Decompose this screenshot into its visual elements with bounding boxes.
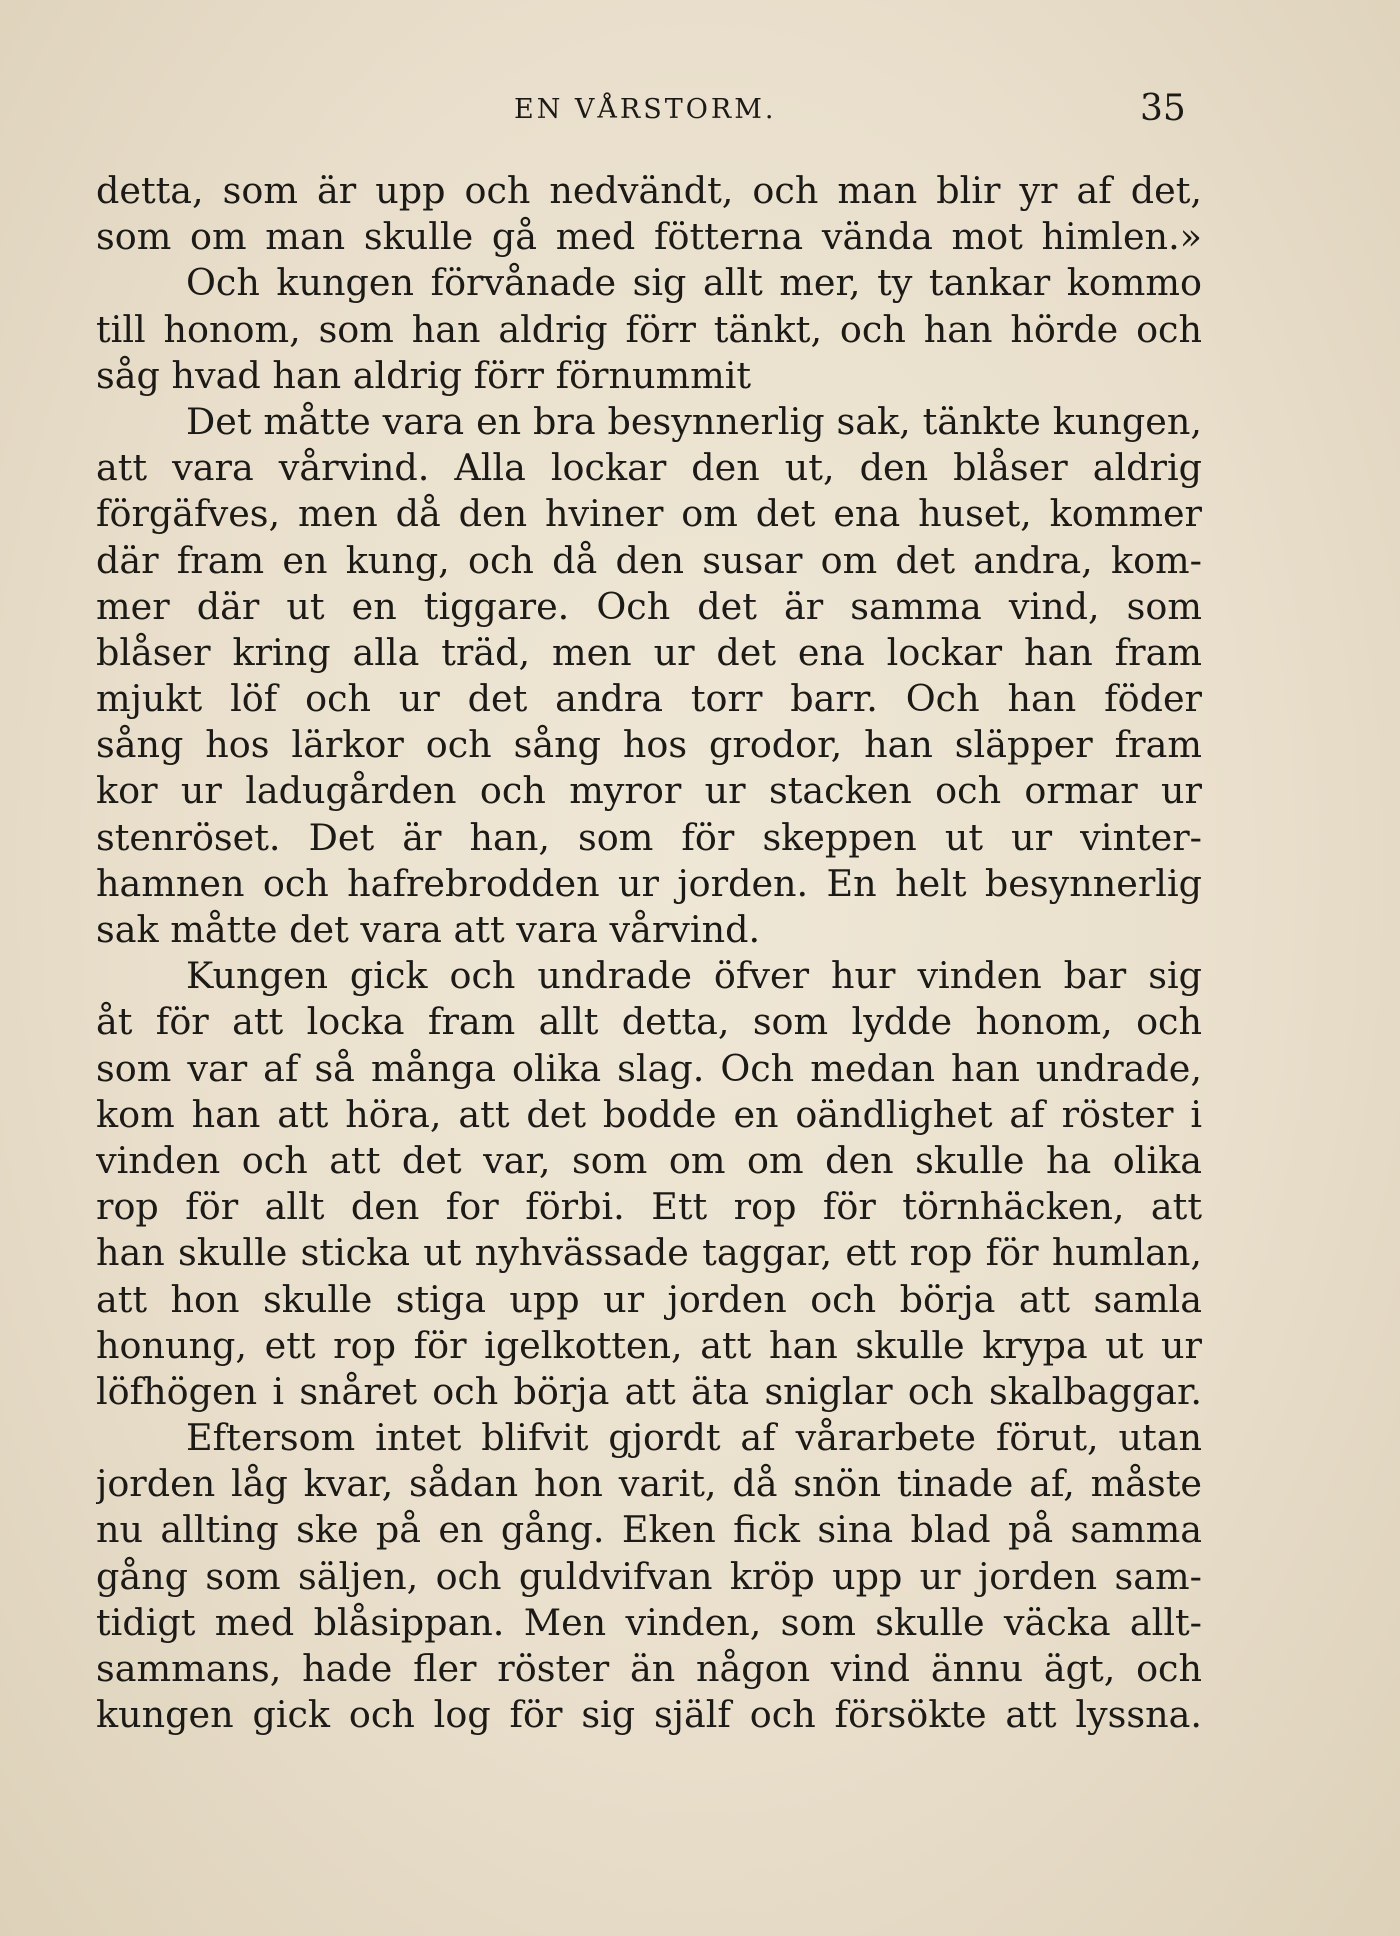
page-header	[0, 88, 1400, 128]
text-line: löfhögen i snåret och börja att äta sniglar och skalbaggar.	[96, 1369, 1202, 1413]
text-line: vinden och att det var, som om om den skulle ha olika	[96, 1138, 1202, 1182]
text-line: hamnen och hafrebrodden ur jorden. En helt besynnerlig	[96, 861, 1202, 905]
text-line: honung, ett rop för igelkotten, att han skulle krypa ut ur	[96, 1323, 1202, 1367]
text-line: kungen gick och log för sig själf och försökte att lyssna.	[96, 1693, 1202, 1737]
text-line: där fram en kung, och då den susar om det andra, kom-	[96, 538, 1202, 582]
text-line: såg hvad han aldrig förr förnummit	[96, 353, 752, 397]
page-number: 35	[1140, 88, 1186, 129]
body-text	[96, 168, 1202, 1738]
text-line: jorden låg kvar, sådan hon varit, då snön tinade af, måste	[96, 1462, 1202, 1506]
text-line: kor ur ladugården och myror ur stacken och ormar ur	[96, 769, 1202, 813]
text-line: som om man skulle gå med fötterna vända mot himlen.»	[96, 215, 1202, 259]
text-line: gång som säljen, och guldvifvan kröp upp ur jorden sam-	[96, 1554, 1202, 1598]
text-line: att vara vårvind. Alla lockar den ut, den blåser aldrig	[96, 446, 1202, 490]
text-line: Kungen gick och undrade öfver hur vinden bar sig	[186, 954, 1202, 998]
text-line: kom han att höra, att det bodde en oändlighet af röster i	[96, 1092, 1202, 1136]
text-line: Och kungen förvånade sig allt mer, ty tankar kommo	[186, 261, 1202, 305]
text-line: mjukt löf och ur det andra torr barr. Och han föder	[96, 677, 1202, 721]
text-line: sak måtte det vara att vara vårvind.	[96, 908, 761, 951]
text-line: blåser kring alla träd, men ur det ena lockar han fram	[96, 630, 1202, 674]
text-line: att hon skulle stiga upp ur jorden och börja att samla	[96, 1277, 1202, 1321]
text-line: tidigt med blåsippan. Men vinden, som skulle väcka allt-	[96, 1600, 1202, 1644]
text-line: stenröset. Det är han, som för skeppen ut ur vinter-	[96, 815, 1202, 859]
text-line: nu allting ske på en gång. Eken fick sina blad på samma	[96, 1508, 1202, 1552]
text-line: som var af så många olika slag. Och medan han undrade,	[96, 1046, 1202, 1090]
text-line: förgäfves, men då den hviner om det ena huset, kommer	[96, 492, 1202, 536]
text-line: till honom, som han aldrig förr tänkt, och han hörde och	[96, 307, 1202, 351]
text-line: detta, som är upp och nedvändt, och man blir yr af det,	[96, 169, 1202, 212]
text-line: han skulle sticka ut nyhvässade taggar, ett rop för humlan,	[96, 1231, 1202, 1275]
text-line: Eftersom intet blifvit gjordt af vårarbete förut, utan	[186, 1416, 1202, 1460]
text-line: sammans, hade fler röster än någon vind ännu ägt, och	[96, 1647, 1202, 1690]
text-line: rop för allt den for förbi. Ett rop för törnhäcken, att	[96, 1185, 1202, 1229]
text-line: sång hos lärkor och sång hos grodor, han släpper fram	[96, 723, 1202, 767]
text-line: åt för att locka fram allt detta, som lydde honom, och	[96, 1000, 1202, 1044]
running-title: EN VÅRSTORM.	[514, 94, 777, 125]
text-line: Det måtte vara en bra besynnerlig sak, tänkte kungen,	[186, 399, 1202, 443]
text-line: mer där ut en tiggare. Och det är samma vind, som	[96, 584, 1202, 628]
